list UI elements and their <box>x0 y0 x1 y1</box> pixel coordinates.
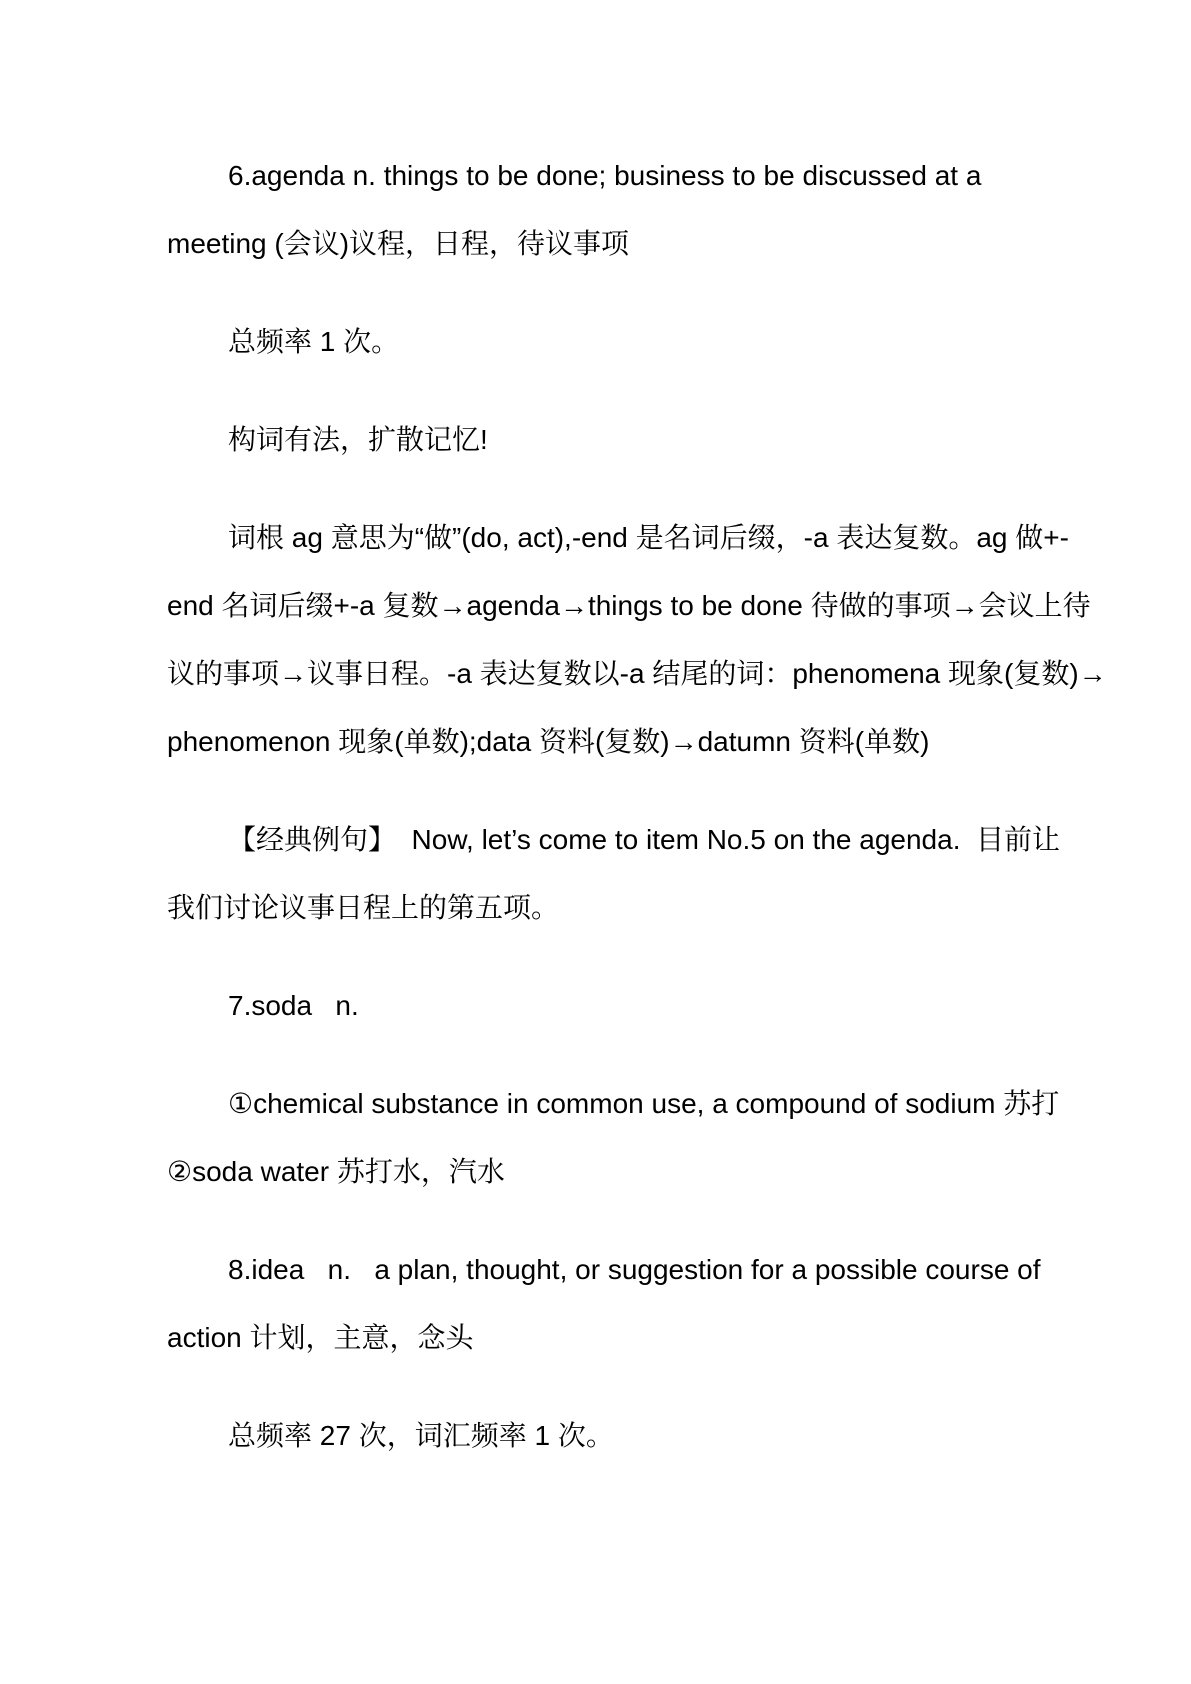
text-line: 我们讨论议事日程上的第五项。 <box>167 892 560 923</box>
paragraph-word-7-soda-headword <box>167 972 1036 1040</box>
text-line: ②soda water 苏打水，汽水 <box>167 1156 505 1187</box>
text-line: phenomenon 现象(单数);data 资料(复数)→datumn 资料(单数) <box>167 726 930 757</box>
text-line: 议的事项→议事日程。-a 表达复数以-a 结尾的词：phenomena 现象(复数)→ <box>167 658 1107 689</box>
paragraph-word-6-frequency <box>167 308 1036 376</box>
paragraph-word-7-definitions <box>167 1070 1060 1206</box>
text-line: action 计划，主意，念头 <box>167 1322 474 1353</box>
text-line: 【经典例句】 Now, let’s come to item No.5 on the agenda. 目前让 <box>228 824 1061 855</box>
text-line: 总频率 27 次，词汇频率 1 次。 <box>228 1420 614 1451</box>
text-line: meeting (会议)议程，日程，待议事项 <box>167 228 630 259</box>
paragraph-word-6-example-sentence <box>167 806 1061 942</box>
paragraph-word-8-frequency <box>167 1402 1036 1470</box>
text-line: ①chemical substance in common use, a compound of sodium 苏打 <box>228 1088 1060 1119</box>
text-line: 7.soda n. <box>228 990 359 1021</box>
text-line: 构词有法，扩散记忆! <box>228 424 488 455</box>
paragraph-word-8-idea-definition <box>167 1236 1041 1372</box>
text-line: 8.idea n. a plan, thought, or suggestion for a possible course of <box>228 1254 1041 1285</box>
text-line: end 名词后缀+-a 复数→agenda→things to be done 待做的事项→会议上待 <box>167 590 1091 621</box>
paragraph-word-6-agenda-definition <box>167 142 1036 278</box>
text-line: 总频率 1 次。 <box>228 326 400 357</box>
paragraph-word-6-root-analysis <box>167 504 1107 776</box>
paragraph-word-formation-heading <box>167 406 1036 474</box>
text-line: 6.agenda n. things to be done; business to be discussed at a <box>228 160 982 191</box>
text-line: 词根 ag 意思为“做”(do, act),-end 是名词后缀，-a 表达复数。ag 做+- <box>228 522 1069 553</box>
